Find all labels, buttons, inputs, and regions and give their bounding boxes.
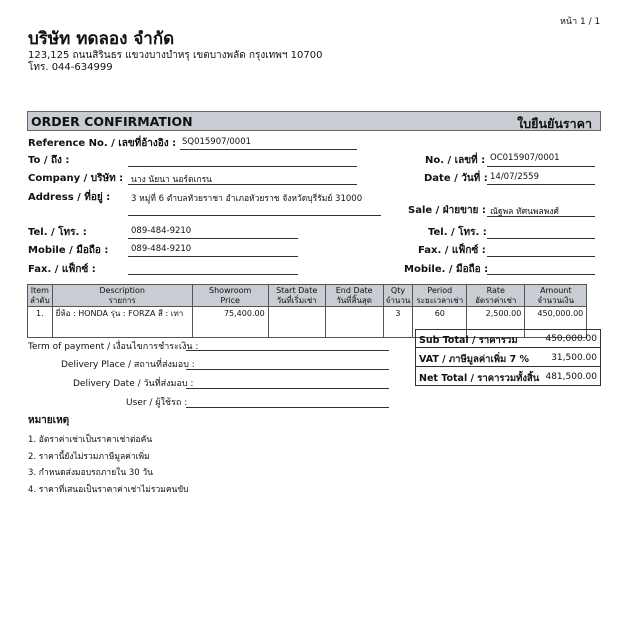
company-name: บริษัท ทดลอง จำกัด (28, 29, 175, 49)
subtotal-box (415, 329, 601, 348)
no-label: No. / เลขที่ : (425, 155, 486, 166)
col-header-start-date: Start Date วันที่เริ่มเช่า (268, 285, 325, 307)
delivery-date-label: Delivery Date / วันที่ส่งมอบ : (73, 379, 194, 389)
mobile-value: 089-484-9210 (131, 244, 192, 254)
sale-underline (487, 216, 595, 217)
document-title-en: ORDER CONFIRMATION (31, 114, 193, 129)
mobile-underline (128, 256, 298, 257)
user-label: User / ผู้ใช้รถ : (126, 398, 188, 408)
tel-value: 089-484-9210 (131, 226, 192, 236)
cell-rate: 2,500.00 (467, 307, 525, 338)
term-underline (186, 350, 389, 351)
company-address: 123,125 ถนนสิรินธร แขวงบางบำหรุ เขตบางพลัด กรุงเทพฯ 10700 (28, 50, 323, 61)
cell-price: 75,400.00 (192, 307, 268, 338)
note-item-4: 4. ราคาที่เสนอเป็นราคาค่าเช่าไม่รวมคนขับ (28, 485, 189, 495)
address-value: 3 หมู่ที่ 6 ตำบลหัวยราชา อำเภอหัวยราช จังหวัดบุรีรัมย์ 31000 (131, 194, 363, 204)
term-label: Term of payment / เงื่อนไขการชำระเงิน : (28, 342, 199, 352)
fax-underline (128, 274, 298, 275)
right-tel-label: Tel. / โทร. : (428, 227, 487, 238)
delivery-date-underline (186, 388, 389, 389)
vat-label: VAT / ภาษีมูลค่าเพิ่ม 7 % (419, 354, 530, 365)
net-total-value: 481,500.00 (545, 372, 597, 382)
col-header-end-date: End Date วันที่สิ้นสุด (325, 285, 383, 307)
note-item-2: 2. ราคานี้ยังไม่รวมภาษีมูลค่าเพิ่ม (28, 452, 150, 462)
cell-qty: 3 (383, 307, 413, 338)
company-underline (128, 184, 357, 185)
table-header-row (28, 285, 587, 307)
address-label: Address / ที่อยู่ : (28, 192, 111, 203)
sale-label: Sale / ฝ่ายขาย : (408, 205, 486, 216)
right-tel-underline (487, 238, 595, 239)
col-header-item: Item ลำดับ (28, 285, 53, 307)
right-fax-underline (487, 256, 595, 257)
net-total-box (415, 366, 601, 386)
col-header-rate: Rate อัตราค่าเช่า (467, 285, 525, 307)
col-header-qty: Qty จำนวน (383, 285, 413, 307)
date-underline (487, 184, 595, 185)
cell-item: 1. (28, 307, 53, 338)
document-title-banner (27, 111, 601, 131)
net-total-label: Net Total / ราคารวมทั้งสิ้น (419, 373, 540, 384)
col-header-period: Period ระยะเวลาเช่า (413, 285, 467, 307)
date-label: Date / วันที่ : (424, 173, 488, 184)
right-mobile-underline (487, 274, 595, 275)
col-header-amount: Amount จำนวนเงิน (525, 285, 587, 307)
document-title-th: ใบยืนยันราคา (517, 116, 592, 131)
right-fax-label: Fax. / แฟ็กซ์ : (418, 245, 486, 256)
cell-end-date (325, 307, 383, 338)
date-value: 14/07/2559 (490, 172, 539, 182)
reference-value: SQ015907/0001 (182, 137, 252, 147)
to-underline (128, 166, 357, 167)
delivery-place-label: Delivery Place / สถานที่ส่งมอบ : (61, 360, 195, 370)
page-number: หน้า 1 / 1 (560, 17, 601, 27)
cell-amount: 450,000.00 (525, 307, 587, 338)
note-item-3: 3. กำหนดส่งมอบรถภายใน 30 วัน (28, 468, 153, 478)
delivery-place-underline (186, 369, 389, 370)
cell-description: ยี่ห้อ : HONDA รุ่น : FORZA สี : เทา (52, 307, 192, 338)
company-phone: โทร. 044-634999 (28, 62, 113, 73)
sale-value: ณัฐพล ทัศนพลพงศ์ (490, 207, 559, 217)
mobile-label: Mobile / มือถือ : (28, 245, 109, 256)
subtotal-label: Sub Total / ราคารวม (419, 335, 518, 346)
tel-underline (128, 238, 298, 239)
no-underline (487, 166, 595, 167)
address-underline (128, 215, 381, 216)
cell-period: 60 (413, 307, 467, 338)
to-label: To / ถึง : (28, 155, 70, 166)
company-label: Company / บริษัท : (28, 173, 124, 184)
tel-label: Tel. / โทร. : (28, 227, 87, 238)
fax-label: Fax. / แฟ็กซ์ : (28, 264, 96, 275)
reference-underline (180, 149, 357, 150)
vat-value: 31,500.00 (551, 353, 597, 363)
note-item-1: 1. อัตราค่าเช่าเป็นราคาเช่าต่อคัน (28, 435, 153, 445)
company-value: นาง นัยนา นอร์ตเกรน (131, 175, 212, 185)
vat-box (415, 347, 601, 367)
no-value: OC015907/0001 (490, 153, 560, 163)
col-header-description: Description รายการ (52, 285, 192, 307)
reference-label: Reference No. / เลขที่อ้างอิง : (28, 138, 177, 149)
col-header-price: Showroom Price (192, 285, 268, 307)
notes-title: หมายเหตุ (28, 415, 70, 426)
subtotal-value: 450,000.00 (545, 334, 597, 344)
user-underline (186, 407, 389, 408)
cell-start-date (268, 307, 325, 338)
right-mobile-label: Mobile. / มือถือ : (404, 264, 489, 275)
